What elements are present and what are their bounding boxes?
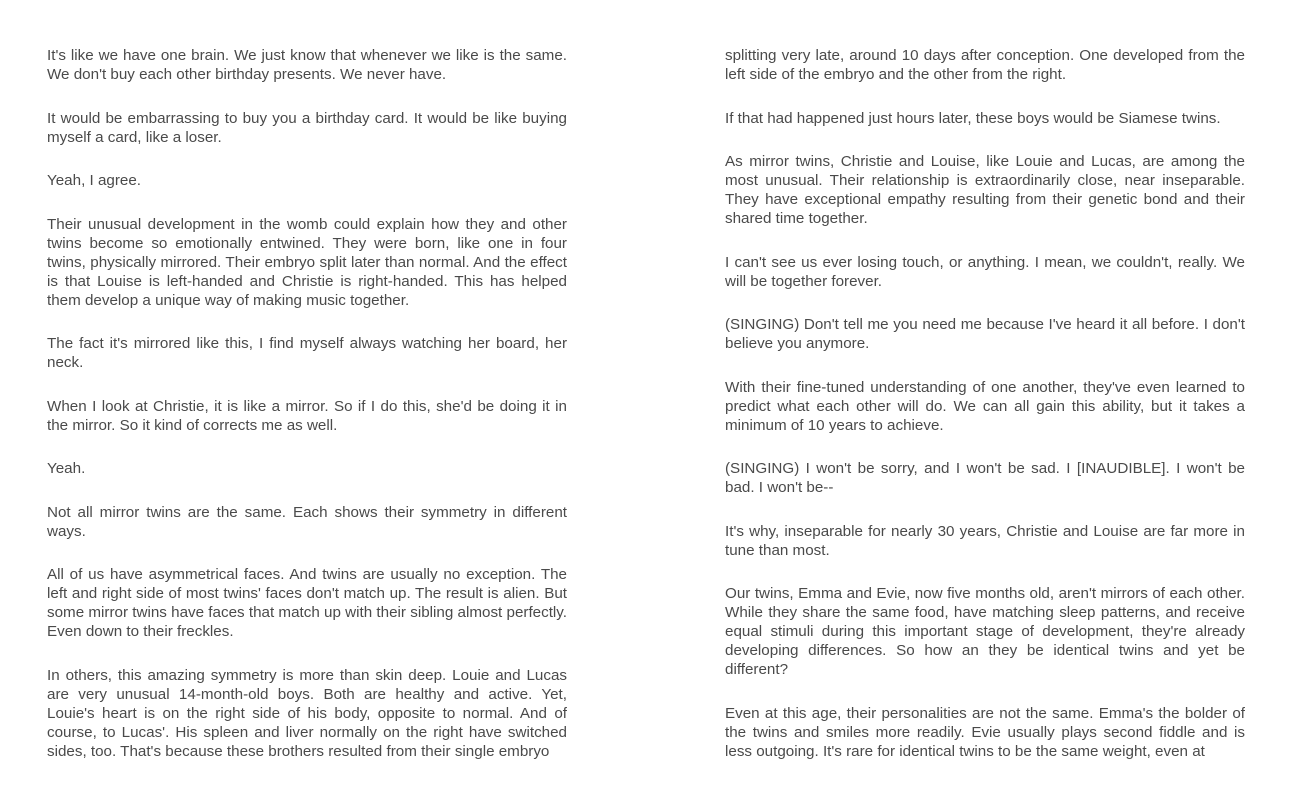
paragraph: In others, this amazing symmetry is more than skin deep. Louie and Lucas are very unusual 14-month-old boys. Both are healthy and active. Yet, Louie's heart is on the right side of his body, opposite to normal. And of course, to Lucas'. His spleen and liver normally on the right have switched sides, too. That's because these brothers resulted from their single embryo	[47, 666, 567, 760]
paragraph: splitting very late, around 10 days after conception. One developed from the left side of the embryo and the other from the right.	[725, 47, 1245, 83]
paragraph: I can't see us ever losing touch, or anything. I mean, we couldn't, really. We will be together forever.	[725, 253, 1245, 290]
paragraph: (SINGING) I won't be sorry, and I won't be sad. I [INAUDIBLE]. I won't be bad. I won't be--	[725, 460, 1245, 496]
paragraph: If that had happened just hours later, these boys would be Siamese twins.	[725, 109, 1221, 127]
paragraph: Not all mirror twins are the same. Each shows their symmetry in different ways.	[47, 503, 567, 540]
left-text-column	[47, 46, 567, 785]
paragraph: Yeah, I agree.	[47, 172, 142, 189]
paragraph: Our twins, Emma and Evie, now five months old, aren't mirrors of each other. While they share the same food, have matching sleep patterns, and receive equal stimuli during this important stage of development, they're already developing differences. So how an they be identical twins and yet be different?	[725, 585, 1245, 678]
paragraph: With their fine-tuned understanding of one another, they've even learned to predict what each other will do. We can all gain this ability, but it takes a minimum of 10 years to achieve.	[725, 378, 1245, 434]
right-text-column	[725, 46, 1245, 785]
paragraph: Yeah.	[47, 460, 86, 477]
paragraph: It would be embarrassing to buy you a birthday card. It would be like buying myself a card, like a loser.	[47, 109, 567, 146]
paragraph: As mirror twins, Christie and Louise, like Louie and Lucas, are among the most unusual. Their relationship is extraordinarily close, near inseparable. They have exceptional empathy resulting from their genetic bond and their shared time together.	[725, 153, 1245, 227]
paragraph: The fact it's mirrored like this, I find myself always watching her board, her neck.	[47, 335, 567, 371]
paragraph: Their unusual development in the womb could explain how they and other twins become so emotionally entwined. They were born, like one in four twins, physically mirrored. Their embryo split later than normal. And the effect is that Louise is left-handed and Christie is right-handed. This has helped them develop a unique way of making music together.	[47, 215, 567, 309]
paragraph: All of us have asymmetrical faces. And twins are usually no exception. The left and right side of most twins' faces don't match up. The result is alien. But some mirror twins have faces that match up with their sibling almost perfectly. Even down to their freckles.	[47, 566, 567, 640]
paragraph: Even at this age, their personalities are not the same. Emma's the bolder of the twins and smiles more readily. Evie usually plays second fiddle and is less outgoing. It's rare for identical twins to be the same weight, even at	[725, 704, 1245, 760]
paragraph: When I look at Christie, it is like a mirror. So if I do this, she'd be doing it in the mirror. So it kind of corrects me as well.	[47, 397, 567, 434]
paragraph: It's why, inseparable for nearly 30 years, Christie and Louise are far more in tune than most.	[725, 522, 1245, 559]
paragraph: It's like we have one brain. We just know that whenever we like is the same. We don't buy each other birthday presents. We never have.	[47, 47, 567, 83]
paragraph: (SINGING) Don't tell me you need me because I've heard it all before. I don't believe you anymore.	[725, 316, 1245, 352]
